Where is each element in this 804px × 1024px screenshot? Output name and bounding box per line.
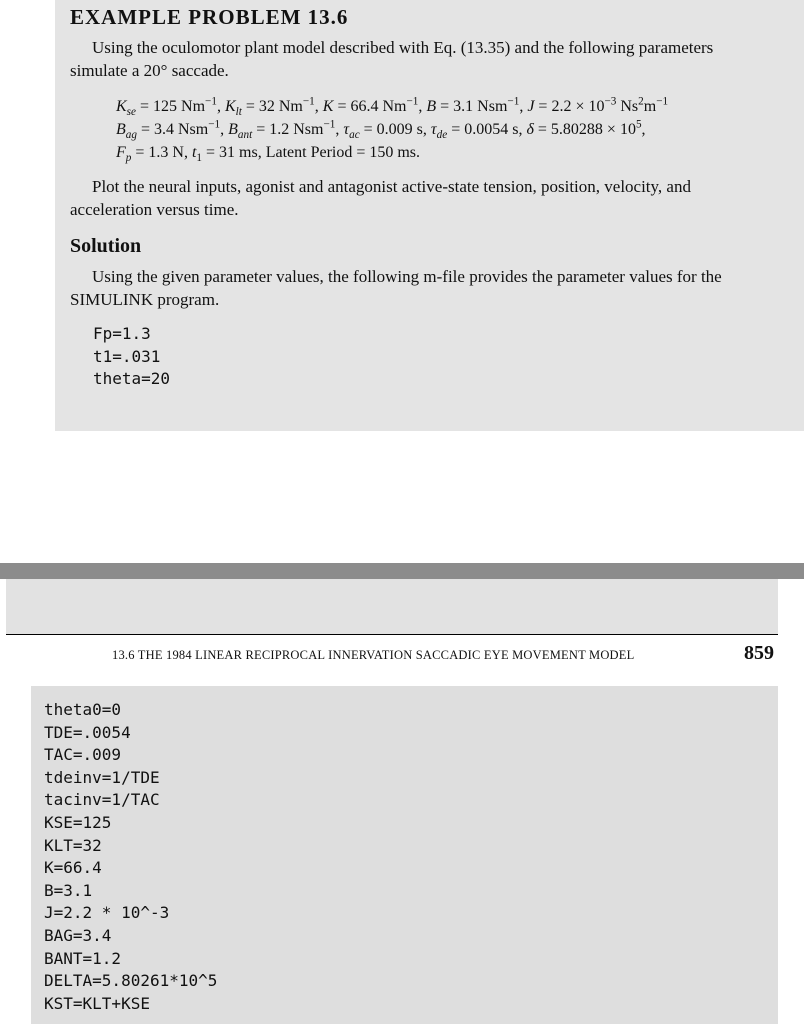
page-break-bar — [0, 563, 804, 579]
code-line: KLT=32 — [44, 835, 102, 855]
code-line: Fp=1.3 — [93, 324, 151, 343]
page-break-panel — [6, 579, 778, 634]
problem-statement-line-2: simulate a 20° saccade. — [70, 61, 229, 80]
page-number: 859 — [744, 642, 774, 664]
code-line: K=66.4 — [44, 858, 102, 878]
code-line: tdeinv=1/TDE — [44, 767, 160, 787]
code-line: B=3.1 — [44, 880, 93, 900]
code-line: KSE=125 — [44, 812, 112, 832]
solution-text-line-1: Using the given parameter values, the following m-file provides the parameter values for the — [92, 267, 722, 286]
code-line: tacinv=1/TAC — [44, 790, 160, 810]
parameter-equation-line-2: $B_{ag} = 3.4$ Nsm$^{-1}$, $B_{ant} = 1.2$ Nsm$^{-1}$, $\tau_{ac} = 0.009$ s, $\tau_{de} = 0.0054$ s, $\delta = 5.80288 \times 10^5$, — [116, 118, 646, 142]
header-rule — [6, 634, 778, 635]
code-block-bottom — [44, 699, 217, 1015]
solution-heading: Solution — [70, 235, 142, 257]
code-line: TAC=.009 — [44, 745, 122, 765]
example-problem-heading: EXAMPLE PROBLEM 13.6 — [70, 5, 349, 29]
parameter-equation-line-3: $F_p = 1.3$ N, $t_1 = 31$ ms, Latent Period = 150 ms. — [116, 144, 421, 165]
code-line: t1=.031 — [93, 346, 161, 366]
code-line: TDE=.0054 — [44, 722, 131, 742]
code-line: KST=KLT+KSE — [44, 993, 150, 1013]
plot-instruction-line-1: Plot the neural inputs, agonist and antagonist active-state tension, position, velocity, and — [92, 177, 691, 196]
solution-text-line-2: SIMULINK program. — [70, 290, 220, 309]
code-line: theta=20 — [93, 369, 171, 388]
parameter-equation-line-1: $K_{se} = 125$ $Nm^{-1}$, $K_{lt} = 32$ $Nm^{-1}$, K = 66.4 $Nm^{-1}$, B = 3.1 Nsm$^{-1}$, $J = 2.2 \times 10^{-3}$ $Ns^2m^{-1}$ — [116, 95, 669, 119]
plot-instruction-line-2: acceleration versus time. — [70, 200, 239, 219]
code-line: BAG=3.4 — [44, 925, 112, 945]
code-line: BANT=1.2 — [44, 948, 122, 968]
problem-statement-line-1: Using the oculomotor plant model described with Eq. (13.35) and the following parameters — [92, 38, 714, 57]
code-line: J=2.2 * 10^-3 — [44, 903, 170, 923]
running-head: 13.6 THE 1984 LINEAR RECIPROCAL INNERVATION SACCADIC EYE MOVEMENT MODEL — [112, 648, 635, 662]
code-block-top — [93, 323, 170, 391]
code-line: theta0=0 — [44, 700, 122, 719]
code-line: DELTA=5.80261*10^5 — [44, 971, 218, 991]
